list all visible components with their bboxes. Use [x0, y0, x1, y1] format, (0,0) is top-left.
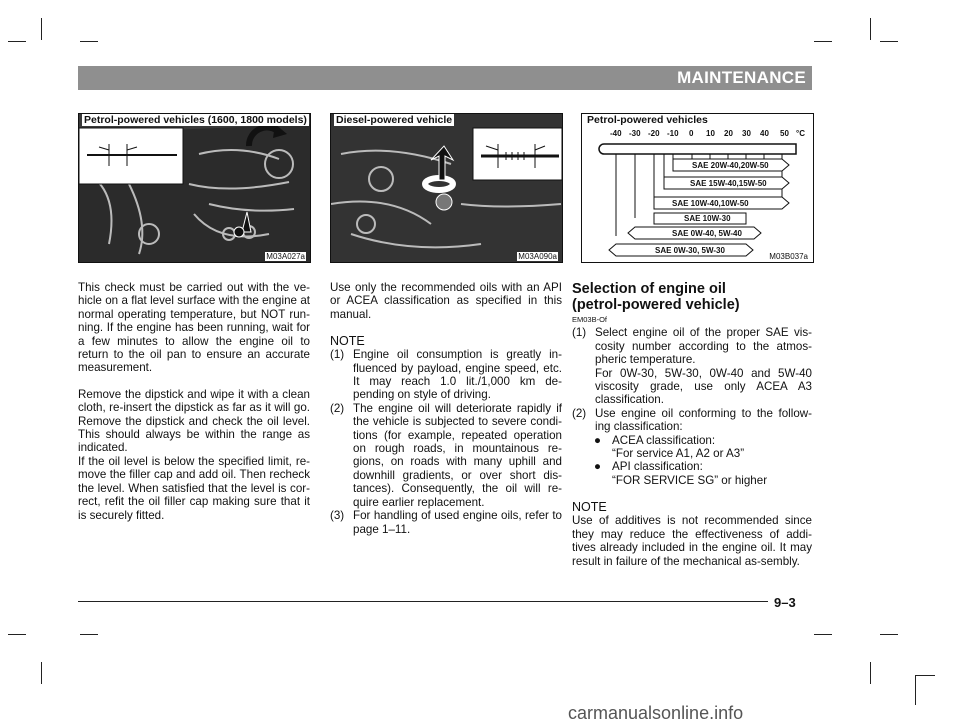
list-item [572, 407, 812, 434]
note-number: (1) [330, 348, 345, 362]
section-header-bar [78, 66, 812, 90]
page-number: 9–3 [774, 595, 796, 610]
bullet-item [572, 434, 812, 461]
grade-label: SAE 0W-40, 5W-40 [672, 229, 742, 238]
bullet-icon: ● [594, 460, 602, 474]
grade-label: SAE 0W-30, 5W-30 [655, 246, 725, 255]
crop-mark [870, 18, 871, 40]
note-heading: NOTE [572, 500, 607, 515]
note-heading: NOTE [330, 334, 365, 349]
bullet-line: “FOR SERVICE SG” or higher [612, 473, 768, 487]
grade-label: SAE 10W-40,10W-50 [672, 199, 749, 208]
crop-mark [814, 41, 832, 42]
crop-mark [880, 41, 898, 42]
temp-tick: 0 [689, 129, 694, 138]
grade-label: SAE 20W-40,20W-50 [692, 161, 769, 170]
list-text [595, 326, 812, 406]
footer-rule [78, 601, 768, 602]
temp-tick: -20 [648, 129, 660, 138]
note-text: For handling of used engine oils, refer to page 1–11. [353, 509, 562, 536]
temp-tick: -40 [610, 129, 622, 138]
crop-mark [814, 634, 832, 635]
section-title: MAINTENANCE [677, 68, 806, 87]
crop-mark [80, 41, 98, 42]
watermark: carmanualsonline.info [568, 703, 744, 723]
temp-tick: 30 [742, 129, 751, 138]
crop-mark [41, 18, 42, 40]
section-code: EM03B-Of [572, 315, 608, 324]
section-heading: (petrol-powered vehicle) [572, 297, 740, 313]
temp-unit: °C [796, 129, 805, 138]
bullet-icon: ● [594, 433, 602, 447]
paragraph: This check must be carried out with the ve-hicle on a flat level surface with the engine at normal operating temperature, but NOT run-ning. If the engine has been running, wait for a few minutes to allow the engine oil to return to the oil pan to ensure an accurate measurement. [78, 281, 310, 375]
engine-illustration [331, 114, 562, 262]
note-item [330, 348, 562, 402]
figure-title: Diesel-powered vehicle [336, 114, 453, 126]
note-number: (2) [330, 401, 345, 415]
figure-title: Petrol-powered vehicles [587, 114, 708, 126]
viscosity-chart [582, 114, 813, 262]
bullet-line: API classification: [612, 460, 703, 474]
temp-tick: 40 [760, 129, 769, 138]
temp-tick: 50 [780, 129, 789, 138]
figure-viscosity-chart [581, 113, 814, 263]
figure-code: M03B037a [769, 252, 808, 261]
crop-mark [8, 41, 26, 42]
list-number: (2) [572, 406, 587, 420]
list-number: (1) [572, 326, 587, 340]
bullet-item [572, 460, 812, 487]
temp-tick: 10 [706, 129, 715, 138]
note-text: Engine oil consumption is greatly in-fluenced by payload, engine speed, etc. It may reach 1.0 lit./1,000 km de-pending on style of driving. [353, 348, 562, 402]
temp-tick: -30 [629, 129, 641, 138]
crop-mark [870, 662, 871, 684]
crop-mark [880, 634, 898, 635]
section-heading: Selection of engine oil [572, 281, 726, 297]
figure-title: Petrol-powered vehicles (1600, 1800 models) [84, 114, 307, 126]
note-text: The engine oil will deteriorate rapidly if the vehicle is subjected to severe condi-tions (for example, repeated operation on rough roads, in mountainous re-gions, on roads with many uphill and downhill gradients, or over short dis-tances). Consequently, the oil will re-quire earlier replacement. [353, 401, 562, 509]
column-dipstick-check [78, 281, 310, 522]
paragraph: Use only the recommended oils with an API or ACEA classification as specified in this manual. [330, 281, 562, 321]
note-item [330, 509, 562, 536]
figure-code: M03A027a [266, 252, 305, 261]
figure-diesel-dipstick [330, 113, 563, 263]
figure-petrol-dipstick [78, 113, 311, 263]
figure-code: M03A090a [518, 252, 557, 261]
temp-tick: 20 [724, 129, 733, 138]
paragraph: If the oil level is below the specified limit, re-move the filler cap and add oil. Then recheck the level. When satisfied that the level is cor-rect, refit the oil filler cap making sure that it is securely fitted. [78, 454, 310, 522]
bullet-line: ACEA classification: [612, 433, 716, 447]
bullet-line: “For service A1, A2 or A3” [612, 447, 745, 461]
list-text-line: Select engine oil of the proper SAE vis-cosity number according to the atmos-pheric temperature. [595, 326, 812, 367]
crop-mark [915, 675, 916, 705]
list-text: Use engine oil conforming to the follow-ing classification: [595, 406, 812, 434]
crop-mark [915, 675, 935, 676]
list-item [572, 326, 812, 406]
crop-mark [41, 662, 42, 684]
list-text-line: For 0W-30, 5W-30, 0W-40 and 5W-40 viscosity grade, use only ACEA A3 classification. [595, 366, 812, 407]
crop-mark [8, 634, 26, 635]
note-number: (3) [330, 509, 345, 523]
grade-label: SAE 10W-30 [684, 214, 731, 223]
temp-tick: -10 [667, 129, 679, 138]
note-item [330, 402, 562, 509]
engine-illustration [79, 114, 310, 262]
paragraph: Remove the dipstick and wipe it with a clean cloth, re-insert the dipstick as far as it will go. Remove the dipstick and check the oil level. This should always be within the range as indicated. [78, 387, 310, 455]
note-text: Use of additives is not recommended since they may reduce the effectiveness of addi-tives already included in the engine oil. It may result in failure of the mechanical as-sembly. [572, 514, 812, 568]
grade-label: SAE 15W-40,15W-50 [690, 179, 767, 188]
column-oil-selection [572, 281, 812, 568]
crop-mark [80, 634, 98, 635]
column-recommended-oils [330, 281, 562, 536]
